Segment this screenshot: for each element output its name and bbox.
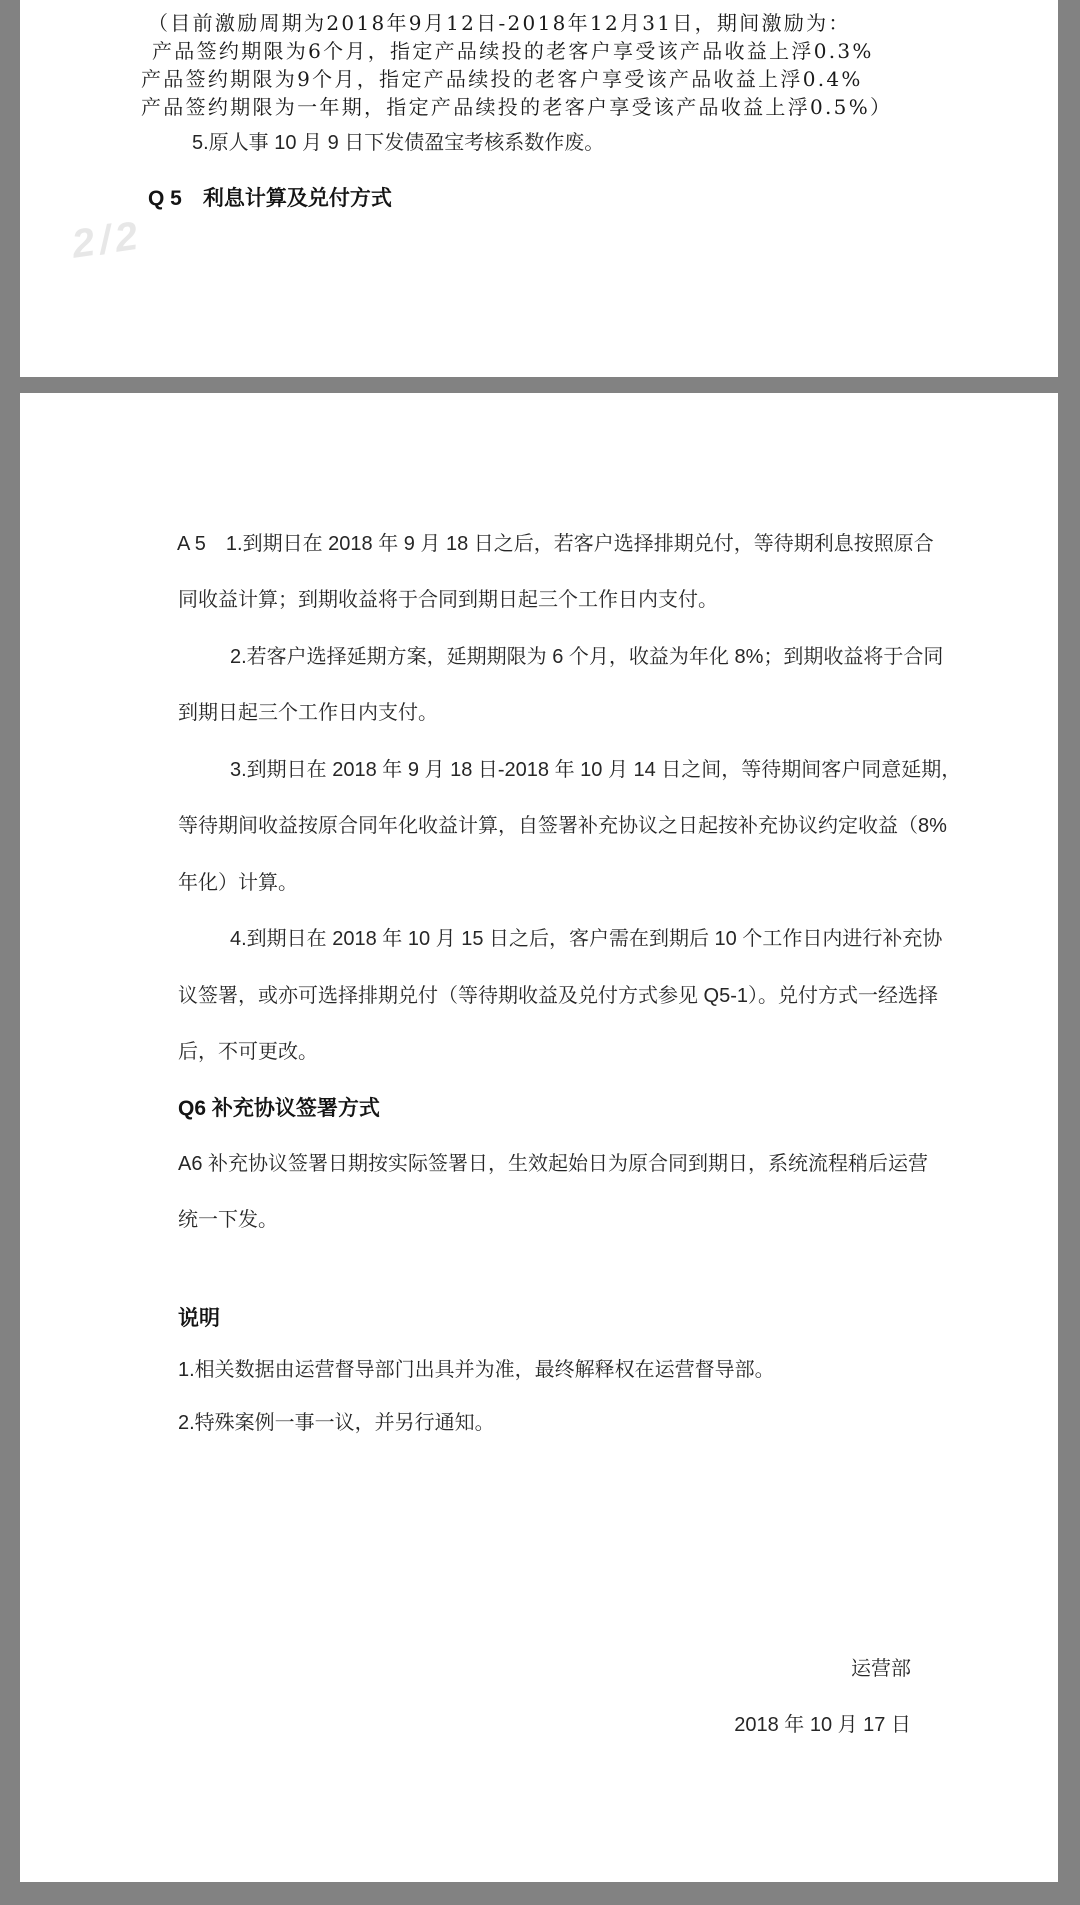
- document-page-2: [20, 393, 1058, 1882]
- document-page-1: [20, 0, 1058, 377]
- incentive-period-line: （目前激励周期为2018年9月12日-2018年12月31日，期间激励为：: [148, 11, 851, 35]
- note-line-2: 2.特殊案例一事一议，并另行通知。: [178, 1412, 495, 1434]
- a5-line-7: 年化）计算。: [178, 872, 298, 894]
- a6-line-2: 统一下发。: [178, 1209, 278, 1231]
- a5-line-2: 同收益计算；到期收益将于合同到期日起三个工作日内支付。: [178, 589, 718, 611]
- incentive-1year-line: 产品签约期限为一年期，指定产品续投的老客户享受该产品收益上浮0.5%）: [141, 95, 893, 119]
- item5-line: 5.原人事 10 月 9 日下发债盈宝考核系数作废。: [192, 132, 605, 154]
- q6-heading: Q6 补充协议签署方式: [178, 1097, 380, 1120]
- incentive-9month-line: 产品签约期限为9个月，指定产品续投的老客户享受该产品收益上浮0.4%: [141, 67, 863, 91]
- a5-line-9: 议签署，或亦可选择排期兑付（等待期收益及兑付方式参见 Q5-1）。兑付方式一经选择: [178, 985, 939, 1007]
- notes-heading: 说明: [178, 1307, 220, 1330]
- a5-line-10: 后，不可更改。: [178, 1041, 318, 1063]
- q5-heading: Q 5 利息计算及兑付方式: [148, 187, 392, 210]
- a5-line-8: 4.到期日在 2018 年 10 月 15 日之后，客户需在到期后 10 个工作日内进行补充协: [230, 928, 943, 950]
- a5-line-6: 等待期间收益按原合同年化收益计算，自签署补充协议之日起按补充协议约定收益（8%: [178, 815, 947, 837]
- a5-line-3: 2.若客户选择延期方案，延期期限为 6 个月，收益为年化 8%；到期收益将于合同: [230, 646, 944, 668]
- signoff-department: 运营部: [851, 1658, 911, 1680]
- a5-line-1: A 5 1.到期日在 2018 年 9 月 18 日之后，若客户选择排期兑付，等待期利息按照原合: [177, 533, 934, 555]
- incentive-6month-line: 产品签约期限为6个月，指定产品续投的老客户享受该产品收益上浮0.3%: [152, 39, 874, 63]
- note-line-1: 1.相关数据由运营督导部门出具并为准，最终解释权在运营督导部。: [178, 1359, 775, 1381]
- a6-line-1: A6 补充协议签署日期按实际签署日，生效起始日为原合同到期日，系统流程稍后运营: [178, 1153, 929, 1175]
- signoff-date: 2018 年 10 月 17 日: [734, 1714, 911, 1736]
- a5-line-4: 到期日起三个工作日内支付。: [178, 702, 438, 724]
- a5-line-5: 3.到期日在 2018 年 9 月 18 日-2018 年 10 月 14 日之间，等待期间客户同意延期，: [230, 759, 962, 781]
- page-watermark: 2/2: [69, 213, 146, 267]
